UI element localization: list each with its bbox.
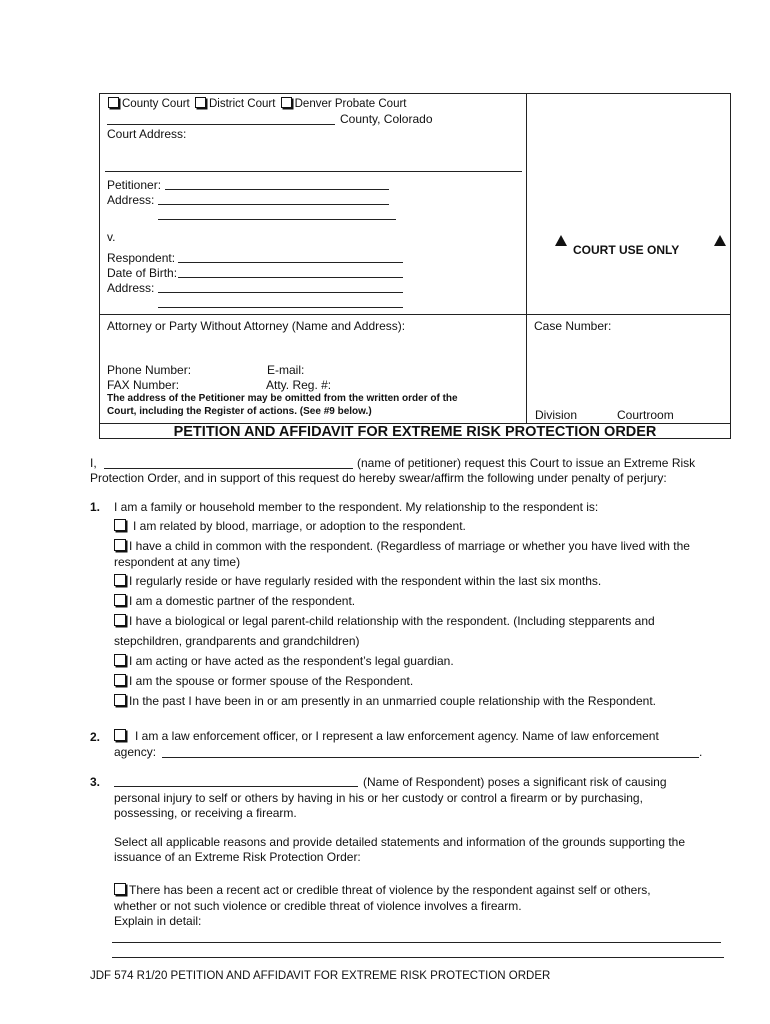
relationship-reside-checkbox[interactable] [114, 574, 126, 586]
law-enforcement-label: I am a law enforcement officer, or I represent a law enforcement agency. Name of law enforcement [135, 729, 659, 743]
relationship-couple-checkbox[interactable] [114, 694, 126, 706]
relationship-reside-label: I regularly reside or have regularly resided with the respondent within the last six months. [129, 574, 602, 588]
respondent-name-field[interactable] [114, 786, 358, 787]
district-court-checkbox[interactable] [195, 97, 206, 108]
relationship-spouse-label: I am the spouse or former spouse of the Respondent. [129, 674, 414, 688]
courtroom-label: Courtroom [617, 408, 674, 422]
relationship-blood-label: I am related by blood, marriage, or adoption to the respondent. [133, 519, 466, 533]
agency-period: . [699, 745, 703, 759]
relationship-parent-label: I have a biological or legal parent-child relationship with the respondent. (Including stepparents and [129, 614, 655, 628]
section-1-number: 1. [90, 500, 101, 514]
relationship-guardian-label: I am acting or have acted as the respondent’s legal guardian. [129, 654, 454, 668]
division-label: Division [535, 408, 578, 422]
atty-reg-label: Atty. Reg. #: [266, 378, 332, 392]
denver-probate-court-checkbox[interactable] [281, 97, 292, 108]
date-of-birth-field[interactable] [178, 277, 403, 278]
address-omission-note-2: Court, including the Register of actions. (See #9 below.) [107, 406, 372, 417]
form-title: PETITION AND AFFIDAVIT FOR EXTREME RISK PROTECTION ORDER [173, 424, 657, 440]
relationship-couple-label: In the past I have been in or am presently in an unmarried couple relationship with the Respondent. [129, 694, 656, 708]
relationship-guardian-option [114, 654, 454, 668]
recent-threat-label: There has been a recent act or credible threat of violence by the respondent against self or others, [129, 883, 651, 897]
form-footer: JDF 574 R1/20 PETITION AND AFFIDAVIT FOR EXTREME RISK PROTECTION ORDER [90, 970, 551, 982]
relationship-domestic-checkbox[interactable] [114, 594, 126, 606]
recent-threat-option [114, 883, 651, 897]
relationship-reside-option [114, 574, 601, 588]
county-suffix: County, Colorado [340, 112, 433, 126]
section-3-number: 3. [90, 775, 101, 789]
date-of-birth-label: Date of Birth: [107, 266, 178, 280]
section-3-text-3: possessing, or receiving a firearm. [114, 806, 297, 820]
explain-label: Explain in detail: [114, 914, 202, 928]
address-omission-note-1: The address of the Petitioner may be omitted from the written order of the [107, 393, 458, 404]
versus-label: v. [107, 230, 116, 244]
fax-number-label: FAX Number: [107, 378, 180, 392]
relationship-spouse-option [114, 674, 413, 688]
respondent-address-field[interactable] [158, 292, 403, 293]
section-2-number: 2. [90, 730, 101, 744]
explain-field-2[interactable] [112, 957, 724, 958]
relationship-blood-checkbox[interactable] [114, 519, 126, 531]
select-reasons-line-2: issuance of an Extreme Risk Protection Order: [114, 850, 361, 864]
relationship-parent-checkbox[interactable] [114, 614, 126, 626]
intro-line-2: Protection Order, and in support of this request do hereby swear/affirm the following under penalty of perjury: [90, 471, 667, 485]
agency-name-field[interactable] [162, 757, 699, 758]
petitioner-label: Petitioner: [107, 178, 162, 192]
recent-threat-checkbox[interactable] [114, 883, 126, 895]
section-1-text: I am a family or household member to the respondent. My relationship to the respondent is: [114, 500, 599, 514]
intro-prefix: I, [90, 456, 97, 470]
petitioner-name-field[interactable] [104, 468, 353, 469]
court-address-field[interactable] [105, 171, 522, 172]
relationship-blood-option [114, 519, 466, 533]
relationship-parent-option [114, 614, 655, 628]
district-court-label: District Court [208, 98, 276, 110]
petitioner-address-field-2[interactable] [158, 219, 396, 220]
caption-box [99, 93, 731, 439]
relationship-child-label: I have a child in common with the respondent. (Regardless of marriage or whether you have lived with the [129, 539, 690, 553]
relationship-couple-option [114, 694, 656, 708]
relationship-domestic-option [114, 594, 355, 608]
phone-number-label: Phone Number: [107, 363, 192, 377]
relationship-child-checkbox[interactable] [114, 539, 126, 551]
intro-line-1: (name of petitioner) request this Court to issue an Extreme Risk [357, 456, 696, 470]
county-court-label: County Court [122, 98, 190, 110]
attorney-label: Attorney or Party Without Attorney (Name and Address): [107, 319, 406, 333]
relationship-guardian-checkbox[interactable] [114, 654, 126, 666]
respondent-address-field-2[interactable] [158, 307, 403, 308]
court-use-only-label: COURT USE ONLY [573, 243, 680, 257]
section-3-text-2: personal injury to self or others by having in his or her custody or control a firearm or by purchasing, [114, 791, 643, 805]
petitioner-address-field[interactable] [158, 204, 389, 205]
explain-field-1[interactable] [112, 942, 721, 943]
caption-divider-vertical [526, 93, 527, 423]
respondent-label: Respondent: [107, 251, 176, 265]
respondent-field[interactable] [178, 262, 403, 263]
relationship-domestic-label: I am a domestic partner of the respondent. [129, 594, 356, 608]
court-type-row [108, 97, 407, 110]
relationship-child-option [114, 539, 690, 553]
case-number-label: Case Number: [534, 319, 612, 333]
section-3-text-1: (Name of Respondent) poses a significant risk of causing [363, 775, 667, 789]
denver-probate-court-label: Denver Probate Court [294, 98, 407, 110]
county-court-checkbox[interactable] [108, 97, 119, 108]
petitioner-field[interactable] [165, 189, 389, 190]
recent-threat-label-cont: whether or not such violence or credible threat of violence involves a firearm. [114, 899, 522, 913]
relationship-child-label-cont: respondent at any time) [114, 555, 241, 569]
arrow-up-icon-left [555, 235, 567, 246]
email-label: E-mail: [267, 363, 305, 377]
caption-divider-attorney [99, 314, 731, 315]
arrow-up-icon-right [714, 235, 726, 246]
county-name-field[interactable] [107, 124, 335, 125]
petitioner-address-label: Address: [107, 193, 155, 207]
court-address-label: Court Address: [107, 127, 187, 141]
law-enforcement-option [114, 729, 659, 743]
respondent-address-label: Address: [107, 281, 155, 295]
select-reasons-line-1: Select all applicable reasons and provide detailed statements and information of the grounds supporting the [114, 835, 686, 849]
law-enforcement-checkbox[interactable] [114, 729, 126, 741]
agency-label: agency: [114, 745, 157, 759]
relationship-parent-label-cont: stepchildren, grandparents and grandchildren) [114, 634, 360, 648]
relationship-spouse-checkbox[interactable] [114, 674, 126, 686]
